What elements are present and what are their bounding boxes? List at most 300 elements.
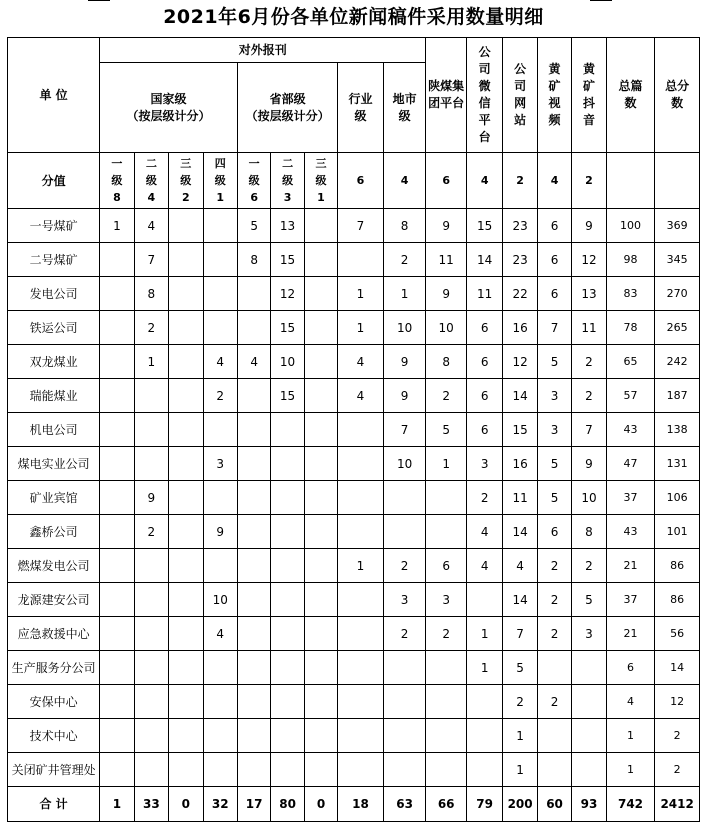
cell-provincial-3: [304, 549, 337, 583]
cell-wechat: 14: [466, 243, 502, 277]
cell-provincial-2: [271, 413, 304, 447]
cell-industry: [338, 753, 384, 787]
cell-provincial-1: [237, 719, 270, 753]
cell-total-count: 1: [606, 719, 655, 753]
cell-wechat: 4: [466, 549, 502, 583]
cell-wechat: 6: [466, 345, 502, 379]
cell-national-4: 9: [203, 515, 237, 549]
cell-national-2: [134, 753, 168, 787]
cell-total-score: 138: [655, 413, 700, 447]
cell-provincial-1: [237, 753, 270, 787]
cell-city: 10: [383, 311, 426, 345]
huangkuang-douyin-header: 黄矿抖音: [572, 38, 606, 153]
cell-douyin: 2: [572, 345, 606, 379]
cell-national-1: [100, 345, 134, 379]
cell-national-1: 1: [100, 209, 134, 243]
cell-provincial-3: [304, 413, 337, 447]
huangkuang-video-header: 黄矿视频: [537, 38, 571, 153]
cell-total-score: 2: [655, 753, 700, 787]
table-row: [8, 481, 700, 515]
cell-national-1: [100, 311, 134, 345]
cell-wechat: 4: [466, 515, 502, 549]
cell-national-1: [100, 753, 134, 787]
cell-total-score: 56: [655, 617, 700, 651]
cell-wechat: [466, 753, 502, 787]
total-score-score-blank: [655, 153, 700, 209]
cell-shaanmei: 3: [426, 583, 467, 617]
cell-douyin: [572, 753, 606, 787]
cell-national-1: [100, 481, 134, 515]
cell-city: 2: [383, 617, 426, 651]
cell-wechat: 6: [466, 311, 502, 345]
table-row: [8, 447, 700, 481]
video-score: 4: [537, 153, 571, 209]
score-row-label: 分值: [8, 153, 100, 209]
cell-industry: [338, 583, 384, 617]
cell-provincial-1: [237, 549, 270, 583]
unit-name: 一号煤矿: [8, 209, 100, 243]
cell-shaanmei: 5: [426, 413, 467, 447]
shaanmei-platform-header: 陕煤集团平台: [426, 38, 467, 153]
industry-score: 6: [338, 153, 384, 209]
cell-national-2: [134, 549, 168, 583]
cell-national-2: 2: [134, 311, 168, 345]
cell-wechat: 3: [466, 447, 502, 481]
cell-industry: 7: [338, 209, 384, 243]
cell-city: 10: [383, 447, 426, 481]
cell-total-score: 14: [655, 651, 700, 685]
cell-provincial-3: [304, 617, 337, 651]
cell-total-count: 21: [606, 549, 655, 583]
cell-national-1: [100, 549, 134, 583]
cell-douyin: [572, 651, 606, 685]
total-label: 合 计: [8, 787, 100, 822]
cell-city: 8: [383, 209, 426, 243]
cell-provincial-1: [237, 413, 270, 447]
cell-industry: [338, 651, 384, 685]
cell-video: 2: [537, 685, 571, 719]
cell-total-score: 131: [655, 447, 700, 481]
cell-national-2: 4: [134, 209, 168, 243]
cell-provincial-3: [304, 345, 337, 379]
unit-name: 安保中心: [8, 685, 100, 719]
cell-provincial-3: [304, 651, 337, 685]
cell-video: 3: [537, 413, 571, 447]
cell-industry: [338, 243, 384, 277]
total-total-count: 742: [606, 787, 655, 822]
cell-video: 7: [537, 311, 571, 345]
total-score-header: 总分数: [655, 38, 700, 153]
cell-national-3: [169, 379, 203, 413]
cell-national-2: [134, 719, 168, 753]
cell-city: 2: [383, 243, 426, 277]
cell-total-score: 242: [655, 345, 700, 379]
cell-wechat: 1: [466, 617, 502, 651]
cell-industry: [338, 719, 384, 753]
cell-provincial-2: [271, 481, 304, 515]
national-level-label: 国家级: [150, 91, 187, 106]
unit-name: 生产服务分公司: [8, 651, 100, 685]
cell-provincial-3: [304, 583, 337, 617]
cell-provincial-2: [271, 549, 304, 583]
cell-douyin: [572, 719, 606, 753]
cell-national-2: 8: [134, 277, 168, 311]
cell-shaanmei: 9: [426, 209, 467, 243]
cell-national-2: 9: [134, 481, 168, 515]
cell-provincial-2: [271, 515, 304, 549]
cell-shaanmei: 2: [426, 379, 467, 413]
cell-video: 3: [537, 379, 571, 413]
total-wechat: 79: [466, 787, 502, 822]
cell-provincial-3: [304, 719, 337, 753]
table-row: [8, 379, 700, 413]
total-industry: 18: [338, 787, 384, 822]
national-level-note: （按层级计分）: [126, 108, 211, 123]
cell-website: 2: [503, 685, 537, 719]
cell-provincial-1: [237, 583, 270, 617]
cell-city: [383, 753, 426, 787]
table-row: [8, 515, 700, 549]
unit-name: 燃煤发电公司: [8, 549, 100, 583]
cell-provincial-2: 15: [271, 311, 304, 345]
cell-national-2: [134, 617, 168, 651]
total-provincial-3: 0: [304, 787, 337, 822]
table-row: [8, 583, 700, 617]
cell-total-count: 57: [606, 379, 655, 413]
cell-national-1: [100, 243, 134, 277]
cell-total-score: 101: [655, 515, 700, 549]
unit-name: 龙源建安公司: [8, 583, 100, 617]
cell-shaanmei: 8: [426, 345, 467, 379]
cell-national-3: [169, 617, 203, 651]
douyin-score: 2: [572, 153, 606, 209]
table-row: [8, 277, 700, 311]
cell-website: 12: [503, 345, 537, 379]
cell-provincial-1: [237, 311, 270, 345]
provincial-level-label: 省部级: [269, 91, 306, 106]
table-row: [8, 753, 700, 787]
cell-national-4: 10: [203, 583, 237, 617]
unit-name: 技术中心: [8, 719, 100, 753]
cell-national-1: [100, 447, 134, 481]
cell-national-4: [203, 311, 237, 345]
cell-shaanmei: 11: [426, 243, 467, 277]
cell-total-count: 37: [606, 583, 655, 617]
table-row: [8, 243, 700, 277]
total-website: 200: [503, 787, 537, 822]
table-row: [8, 311, 700, 345]
national-level-1: 一级 8: [100, 153, 134, 209]
table-row: [8, 685, 700, 719]
total-national-4: 32: [203, 787, 237, 822]
unit-name: 瑞能煤业: [8, 379, 100, 413]
cell-national-3: [169, 481, 203, 515]
cell-shaanmei: [426, 685, 467, 719]
cell-national-4: [203, 209, 237, 243]
cell-total-count: 43: [606, 413, 655, 447]
cell-industry: [338, 481, 384, 515]
cell-total-count: 83: [606, 277, 655, 311]
cell-industry: [338, 413, 384, 447]
cell-national-2: [134, 447, 168, 481]
cell-provincial-2: 15: [271, 379, 304, 413]
cell-total-count: 78: [606, 311, 655, 345]
cell-city: [383, 481, 426, 515]
cell-video: [537, 719, 571, 753]
cell-city: [383, 719, 426, 753]
cell-wechat: 6: [466, 413, 502, 447]
cell-total-count: 65: [606, 345, 655, 379]
cell-provincial-1: 8: [237, 243, 270, 277]
cell-douyin: 2: [572, 379, 606, 413]
company-website-header: 公司网站: [503, 38, 537, 153]
cell-provincial-3: [304, 685, 337, 719]
cell-video: 2: [537, 583, 571, 617]
cell-total-score: 106: [655, 481, 700, 515]
cell-total-count: 21: [606, 617, 655, 651]
wechat-score: 4: [466, 153, 502, 209]
total-national-2: 33: [134, 787, 168, 822]
national-level-3: 三级 2: [169, 153, 203, 209]
cell-total-count: 4: [606, 685, 655, 719]
cell-video: 6: [537, 515, 571, 549]
cell-provincial-1: [237, 447, 270, 481]
cell-website: 23: [503, 243, 537, 277]
total-city: 63: [383, 787, 426, 822]
cell-industry: 4: [338, 379, 384, 413]
cell-city: 9: [383, 379, 426, 413]
cell-video: 5: [537, 345, 571, 379]
cell-total-score: 369: [655, 209, 700, 243]
cell-national-1: [100, 583, 134, 617]
national-level-header: [100, 63, 238, 153]
table-row: [8, 617, 700, 651]
cell-website: 16: [503, 447, 537, 481]
cell-national-4: [203, 277, 237, 311]
cell-provincial-3: [304, 753, 337, 787]
cell-national-4: 4: [203, 345, 237, 379]
cell-website: 14: [503, 583, 537, 617]
cell-shaanmei: [426, 753, 467, 787]
cell-provincial-2: [271, 651, 304, 685]
cell-provincial-3: [304, 447, 337, 481]
cell-national-4: [203, 481, 237, 515]
table-row: [8, 651, 700, 685]
top-rule-left: [88, 0, 110, 1]
cell-douyin: 3: [572, 617, 606, 651]
cell-city: 9: [383, 345, 426, 379]
cell-national-4: [203, 243, 237, 277]
cell-provincial-3: [304, 209, 337, 243]
cell-industry: [338, 685, 384, 719]
website-score: 2: [503, 153, 537, 209]
provincial-level-3: 三级 1: [304, 153, 337, 209]
national-level-2: 二级 4: [134, 153, 168, 209]
cell-national-4: [203, 753, 237, 787]
cell-total-score: 2: [655, 719, 700, 753]
top-rule-right: [590, 0, 612, 1]
cell-provincial-2: [271, 583, 304, 617]
cell-wechat: 15: [466, 209, 502, 243]
company-wechat-header: 公司微信平台: [466, 38, 502, 153]
cell-national-4: 4: [203, 617, 237, 651]
cell-city: 2: [383, 549, 426, 583]
cell-provincial-1: [237, 685, 270, 719]
cell-industry: [338, 515, 384, 549]
cell-douyin: 7: [572, 413, 606, 447]
cell-provincial-1: [237, 617, 270, 651]
cell-national-3: [169, 345, 203, 379]
cell-provincial-2: [271, 447, 304, 481]
cell-national-4: [203, 413, 237, 447]
cell-total-count: 1: [606, 753, 655, 787]
total-provincial-1: 17: [237, 787, 270, 822]
cell-national-4: [203, 685, 237, 719]
cell-total-score: 345: [655, 243, 700, 277]
cell-provincial-1: 4: [237, 345, 270, 379]
national-level-4: 四级 1: [203, 153, 237, 209]
cell-wechat: [466, 583, 502, 617]
cell-total-count: 37: [606, 481, 655, 515]
cell-website: 16: [503, 311, 537, 345]
cell-total-count: 47: [606, 447, 655, 481]
cell-national-3: [169, 277, 203, 311]
cell-provincial-1: [237, 651, 270, 685]
provincial-level-2: 二级 3: [271, 153, 304, 209]
unit-name: 二号煤矿: [8, 243, 100, 277]
cell-provincial-3: [304, 481, 337, 515]
unit-name: 发电公司: [8, 277, 100, 311]
cell-provincial-1: [237, 481, 270, 515]
cell-website: 23: [503, 209, 537, 243]
cell-national-4: [203, 719, 237, 753]
cell-national-4: [203, 549, 237, 583]
provincial-level-1: 一级 6: [237, 153, 270, 209]
cell-national-1: [100, 685, 134, 719]
total-provincial-2: 80: [271, 787, 304, 822]
cell-provincial-1: 5: [237, 209, 270, 243]
cell-national-3: [169, 209, 203, 243]
cell-website: 1: [503, 753, 537, 787]
cell-douyin: [572, 685, 606, 719]
total-count-header: 总篇数: [606, 38, 655, 153]
cell-national-3: [169, 447, 203, 481]
cell-shaanmei: [426, 515, 467, 549]
cell-website: 15: [503, 413, 537, 447]
cell-video: 5: [537, 447, 571, 481]
cell-national-2: 1: [134, 345, 168, 379]
unit-name: 铁运公司: [8, 311, 100, 345]
shaanmei-score: 6: [426, 153, 467, 209]
unit-name: 双龙煤业: [8, 345, 100, 379]
cell-douyin: 9: [572, 447, 606, 481]
cell-shaanmei: 6: [426, 549, 467, 583]
cell-provincial-3: [304, 243, 337, 277]
cell-shaanmei: [426, 719, 467, 753]
provincial-level-note: （按层级计分）: [245, 108, 330, 123]
total-national-3: 0: [169, 787, 203, 822]
cell-national-4: [203, 651, 237, 685]
cell-video: 2: [537, 617, 571, 651]
cell-national-4: 3: [203, 447, 237, 481]
cell-provincial-2: [271, 719, 304, 753]
cell-city: 7: [383, 413, 426, 447]
cell-industry: 1: [338, 549, 384, 583]
cell-national-3: [169, 311, 203, 345]
cell-wechat: [466, 685, 502, 719]
table-row: [8, 719, 700, 753]
cell-industry: 1: [338, 277, 384, 311]
cell-shaanmei: [426, 481, 467, 515]
cell-provincial-2: 12: [271, 277, 304, 311]
cell-website: 5: [503, 651, 537, 685]
cell-shaanmei: 2: [426, 617, 467, 651]
total-shaanmei: 66: [426, 787, 467, 822]
cell-provincial-1: [237, 515, 270, 549]
cell-provincial-2: 15: [271, 243, 304, 277]
cell-video: [537, 651, 571, 685]
cell-video: 2: [537, 549, 571, 583]
provincial-level-header: [237, 63, 337, 153]
cell-douyin: 8: [572, 515, 606, 549]
cell-wechat: [466, 719, 502, 753]
cell-total-score: 265: [655, 311, 700, 345]
cell-website: 14: [503, 515, 537, 549]
external-media-header: 对外报刊: [100, 38, 426, 63]
cell-total-score: 12: [655, 685, 700, 719]
total-national-1: 1: [100, 787, 134, 822]
cell-national-2: 7: [134, 243, 168, 277]
unit-name: 机电公司: [8, 413, 100, 447]
cell-wechat: 11: [466, 277, 502, 311]
city-level-header: 地市级: [383, 63, 426, 153]
cell-total-count: 98: [606, 243, 655, 277]
cell-total-count: 6: [606, 651, 655, 685]
table-row: [8, 209, 700, 243]
cell-wechat: 1: [466, 651, 502, 685]
cell-national-2: [134, 379, 168, 413]
cell-website: 14: [503, 379, 537, 413]
cell-industry: [338, 447, 384, 481]
cell-city: 3: [383, 583, 426, 617]
cell-total-count: 43: [606, 515, 655, 549]
cell-douyin: 10: [572, 481, 606, 515]
cell-douyin: 9: [572, 209, 606, 243]
cell-national-1: [100, 515, 134, 549]
statistics-table: [7, 37, 700, 822]
cell-douyin: 2: [572, 549, 606, 583]
cell-total-score: 187: [655, 379, 700, 413]
unit-header: 单 位: [8, 38, 100, 153]
cell-wechat: 2: [466, 481, 502, 515]
cell-shaanmei: 10: [426, 311, 467, 345]
cell-provincial-2: [271, 685, 304, 719]
city-score: 4: [383, 153, 426, 209]
cell-website: 11: [503, 481, 537, 515]
cell-national-1: [100, 651, 134, 685]
cell-national-3: [169, 549, 203, 583]
cell-city: [383, 651, 426, 685]
cell-total-score: 86: [655, 583, 700, 617]
cell-total-score: 86: [655, 549, 700, 583]
cell-national-2: 2: [134, 515, 168, 549]
cell-national-2: [134, 413, 168, 447]
total-total-score: 2412: [655, 787, 700, 822]
cell-national-1: [100, 719, 134, 753]
cell-provincial-2: 13: [271, 209, 304, 243]
unit-name: 关闭矿井管理处: [8, 753, 100, 787]
unit-name: 鑫桥公司: [8, 515, 100, 549]
